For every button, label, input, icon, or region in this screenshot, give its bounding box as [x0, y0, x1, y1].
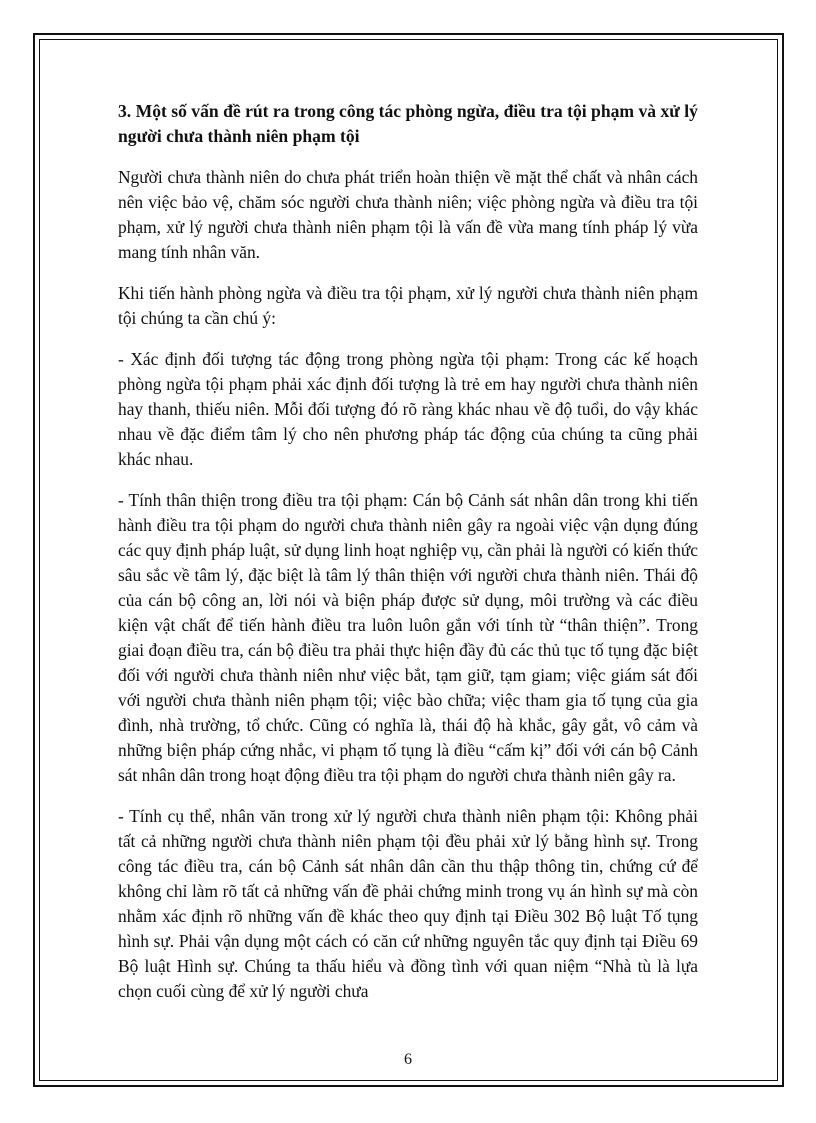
paragraph-intro: Người chưa thành niên do chưa phát triển hoàn thiện về mặt thể chất và nhân cách nên việc bảo vệ, chăm sóc người chưa thành niên; việc phòng ngừa và điều tra tội phạm, xử lý người chưa thành niên phạm tội là vấn đề vừa mang tính pháp lý vừa mang tính nhân văn. [118, 167, 698, 262]
page-number: 6 [404, 1051, 412, 1068]
paragraph-friendliness: - Tính thân thiện trong điều tra tội phạm: Cán bộ Cảnh sát nhân dân trong khi tiến hành điều tra tội phạm do người chưa thành niên gây ra ngoài việc vận dụng đúng các quy định pháp luật, sử dụng linh hoạt nghiệp vụ, cần phải là người có kiến thức sâu sắc về tâm lý, đặc biệt là tâm lý thân thiện với người chưa thành niên. Thái độ của cán bộ công an, lời nói và biện pháp được sử dụng, môi trường và các điều kiện vật chất để tiến hành điều tra luôn luôn gắn với tính từ “thân thiện”. Trong giai đoạn điều tra, cán bộ điều tra phải thực hiện đầy đủ các thủ tục tố tụng đặc biệt đối với người chưa thành niên như việc bắt, tạm giữ, tạm giam; việc giám sát đối với người chưa thành niên phạm tội; việc bào chữa; việc tham gia tố tụng của gia đình, nhà trường, tổ chức. Cũng có nghĩa là, thái độ hà khắc, gây gắt, vô cảm và những biện pháp cứng nhắc, vi phạm tố tụng là điều “cấm kị” đối với cán bộ Cảnh sát nhân dân trong hoạt động điều tra tội phạm do người chưa thành niên gây ra. [118, 490, 698, 785]
paragraph-identify-targets: - Xác định đối tượng tác động trong phòng ngừa tội phạm: Trong các kế hoạch phòng ngừa tội phạm phải xác định đối tượng là trẻ em hay người chưa thành niên hay thanh, thiếu niên. Mỗi đối tượng đó rõ ràng khác nhau về độ tuổi, do vậy khác nhau về đặc điểm tâm lý cho nên phương pháp tác động của chúng ta cũng phải khác nhau. [118, 349, 698, 469]
paragraph-humane-handling: - Tính cụ thể, nhân văn trong xử lý người chưa thành niên phạm tội: Không phải tất cả những người chưa thành niên phạm tội đều phải xử lý bằng hình sự. Trong công tác điều tra, cán bộ Cảnh sát nhân dân cần thu thập thông tin, chứng cứ để không chỉ làm rõ tất cả những vấn đề phải chứng minh trong vụ án hình sự mà còn nhằm xác định rõ những vấn đề khác theo quy định tại Điều 302 Bộ luật Tố tụng hình sự. Phải vận dụng một cách có căn cứ những nguyên tắc quy định tại Điều 69 Bộ luật Hình sự. Chúng ta thấu hiểu và đồng tình với quan niệm “Nhà tù là lựa chọn cuối cùng để xử lý người chưa [118, 806, 698, 1001]
document-body [118, 99, 698, 1020]
paragraph-attention: Khi tiến hành phòng ngừa và điều tra tội phạm, xử lý người chưa thành niên phạm tội chúng ta cần chú ý: [118, 283, 698, 328]
section-heading: 3. Một số vấn đề rút ra trong công tác phòng ngừa, điều tra tội phạm và xử lý người chưa thành niên phạm tội [118, 101, 698, 146]
